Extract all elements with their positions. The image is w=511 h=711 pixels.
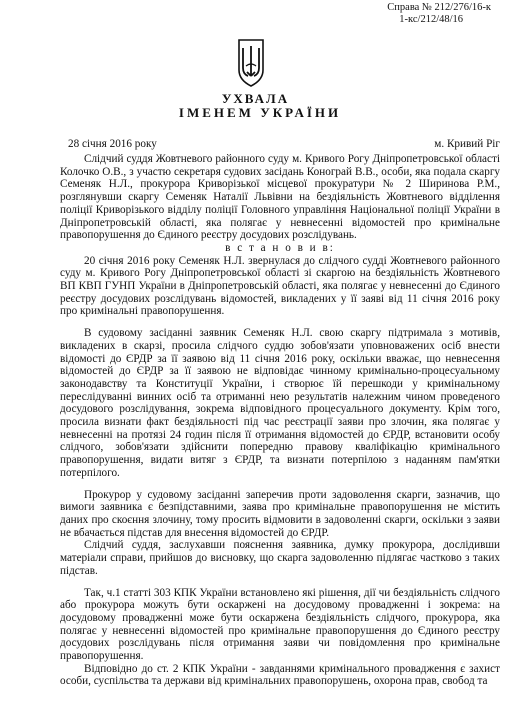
document-date: 28 січня 2016 року	[68, 138, 157, 150]
paragraph-1: 20 січня 2016 року Семеняк Н.Л. звернулася до слідчого судді Жовтневого районного суду м. Кривого Рогу Дніпропетровської області зі скаргою на бездіяльність Жовтневого ВП КВП ГУНП України в Дніпропетровській області, яка полягає у невнесенні до Єдиного реєстру досудових розслідувань відомостей, викладених у її заяві від 11 січня 2016 року про кримінальні правопорушення.	[60, 254, 500, 318]
paragraph-2: В судовому засіданні заявник Семеняк Н.Л. свою скаргу підтримала з мотивів, викладених в скарзі, просила слідчого суддю зобов'язати уповноважених осіб внести відомості до ЄРДР за її заявою від 11 січня 2016 року, оскільки вважає, що невнесення відомостей до ЄРДР за її заявою не відповідає чинному кримінально-процесуальному законодавству та Конституції України, і створює їй перешкоди у кримінальному переслідуванні винних осіб та отриманні нею результатів належним чином проведеного досудового розслідування, зокрема відповідного процесуального документу. Крім того, просила визнати факт бездіяльності під час реєстрації заяви про злочин, яка полягає у невнесенні на протязі 24 годин після її отримання відомостей до ЄРДР, встановити особу слідчого, зобов'язати здійснити попередню правову кваліфікацію кримінального правопорушення, видати витяг з ЄРДР, та визнати потерпілою з наданням пам'ятки потерпілого.	[60, 327, 500, 479]
document-title: УХВАЛА	[221, 91, 290, 106]
intro-paragraph: Слідчий суддя Жовтневого районного суду м. Кривого Рогу Дніпропетровської області Колочко О.В., з участю секретаря судових засідань Конограй В.В., особи, яка подала скаргу Семеняк Н.Л., прокурора Криворізької місцевої прокуратури № 2 Ширинова Р.М., розглянувши скаргу Семеняк Наталії Львівни на бездіяльність Жовтневого відділення поліції Криворізького відділу поліції Головного управління Національної поліції України в Дніпропетровській області, яка полягає у невнесенні відомостей про кримінальне правопорушення до Єдиного реєстру досудових розслідувань.	[60, 153, 500, 242]
section-heading: в с т а н о в и в:	[225, 241, 335, 254]
date-line	[60, 138, 500, 150]
document-body	[60, 153, 500, 688]
paragraph-4: Слідчий суддя, заслухавши пояснення заявника, думку прокурора, дослідивши матеріали справи, прийшов до висновку, що скарга задоволенню підлягає частково з таких підстав.	[60, 539, 500, 577]
paragraph-5: Так, ч.1 статті 303 КПК України встановлено які рішення, дії чи бездіяльність слідчого або прокурора можуть бути оскаржені на досудовому провадженні і зокрема: на досудовому провадженні може бути оскаржена бездіяльність слідчого, прокурора, яка полягає у невнесенні відомостей про кримінальне правопорушення до Єдиного реєстру досудових розслідувань після отримання заяви чи повідомлення про кримінальне правопорушення.	[60, 586, 500, 663]
case-number	[387, 2, 491, 26]
paragraph-3: Прокурор у судовому засіданні заперечив проти задоволення скарги, зазначив, що вимоги заявника є безпідставними, заява про кримінальне правопорушення не містить даних про скоєння злочину, тому просить відмовити в задоволенні скарги, оскільки з заяви не вбачається підстав для внесення відомостей до ЄРДР.	[60, 488, 500, 539]
case-number-line1: Справа № 212/276/16-к	[387, 2, 491, 13]
document-subtitle: ІМЕНЕМ УКРАЇНИ	[178, 105, 342, 120]
paragraph-6: Відповідно до ст. 2 КПК України - завданнями кримінального провадження є захист особи, суспільства та держави від кримінальних правопорушень, охорона прав, свобод та	[60, 662, 500, 688]
document-city: м. Кривий Ріг	[434, 138, 500, 150]
tryzub-emblem-icon	[236, 36, 266, 88]
case-number-line2: 1-кс/212/48/16	[399, 14, 464, 25]
